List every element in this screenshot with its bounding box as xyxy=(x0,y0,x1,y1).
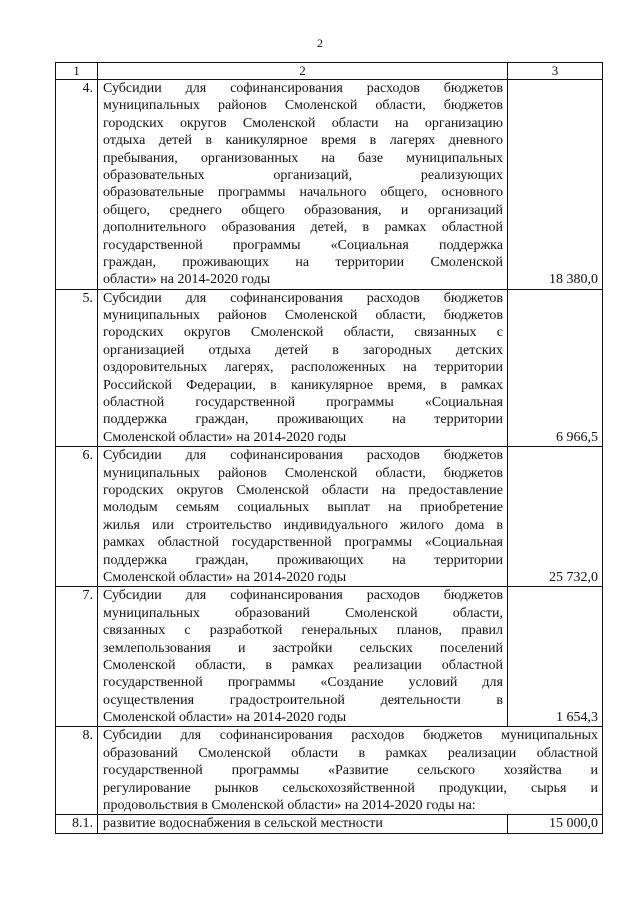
row-6-lines xyxy=(103,447,503,586)
description-line: поддержка граждан, проживающих на территории xyxy=(103,412,503,428)
description-line: государственной программы «Социальная поддержка xyxy=(103,237,503,253)
description-line: дополнительного образования детей, в рамках областной xyxy=(103,220,503,236)
description-line: муниципальных районов Смоленской области, бюджетов xyxy=(103,465,503,481)
description-line: Смоленской области, в рамках реализации областной xyxy=(103,657,503,673)
description-line: областной государственной программы «Социальная xyxy=(103,395,503,411)
description-line: Субсидии для софинансирования расходов бюджетов xyxy=(103,448,503,464)
description-line: городских округов Смоленской области на предоставление xyxy=(103,482,503,498)
table-row xyxy=(56,815,603,833)
page-number: 2 xyxy=(317,36,323,50)
row-description xyxy=(98,447,508,587)
row-description xyxy=(98,80,508,290)
row-amount: 25 732,0 xyxy=(508,447,603,587)
row-number: 5. xyxy=(56,289,98,447)
description-line: землепользования и застройки сельских поселений xyxy=(103,640,503,656)
row-description xyxy=(98,727,603,815)
description-line: регулирование рынков сельскохозяйственной продукции, сырья и xyxy=(103,780,598,796)
description-line: оздоровительных лагерях, расположенных на территории xyxy=(103,360,503,376)
row-amount: 6 966,5 xyxy=(508,289,603,447)
row-description: развитие водоснабжения в сельской местности xyxy=(98,815,508,833)
table-row xyxy=(56,727,603,815)
subsidies-table xyxy=(55,62,603,834)
description-line: Субсидии для софинансирования расходов бюджетов xyxy=(103,588,503,604)
description-line: государственной программы «Создание условий для xyxy=(103,675,503,691)
row-amount: 18 380,0 xyxy=(508,80,603,290)
description-line: образований Смоленской области в рамках реализации областной xyxy=(103,745,598,761)
row-8-lines xyxy=(103,727,598,814)
row-5-lines xyxy=(103,290,503,447)
description-line: рамках областной государственной программы «Социальная xyxy=(103,535,503,551)
description-line: образовательных организаций, реализующих xyxy=(103,167,503,183)
description-line: граждан, проживающих на территории Смоленской xyxy=(103,254,503,270)
row-number: 8. xyxy=(56,727,98,815)
description-line: Смоленской области» на 2014-2020 годы xyxy=(103,710,347,726)
description-line: молодым семьям социальных выплат на приобретение xyxy=(103,500,503,516)
header-col-3: 3 xyxy=(508,63,603,80)
table-header-row xyxy=(56,63,603,80)
row-7-lines xyxy=(103,587,503,726)
description-line: городских округов Смоленской области на организацию xyxy=(103,115,503,131)
row-number: 6. xyxy=(56,447,98,587)
row-4-lines xyxy=(103,80,503,289)
description-line: муниципальных районов Смоленской области, бюджетов xyxy=(103,98,503,114)
description-line: общего, среднего общего образования, и организаций xyxy=(103,202,503,218)
description-line: муниципальных районов Смоленской области, бюджетов xyxy=(103,308,503,324)
description-line: городских округов Смоленской области, связанных с xyxy=(103,325,503,341)
description-line: отдыха детей в каникулярное время в лагерях дневного xyxy=(103,133,503,149)
row-amount: 1 654,3 xyxy=(508,587,603,727)
table-row xyxy=(56,447,603,587)
description-line: области» на 2014-2020 годы xyxy=(103,272,271,288)
table-row xyxy=(56,587,603,727)
description-line: поддержка граждан, проживающих на территории xyxy=(103,552,503,568)
description-line: Субсидии для софинансирования расходов бюджетов xyxy=(103,290,503,306)
description-line: осуществления градостроительной деятельности в xyxy=(103,692,503,708)
description-line: связанных с разработкой генеральных планов, правил xyxy=(103,623,503,639)
table-row xyxy=(56,80,603,290)
description-line: продовольствия в Смоленской области» на 2014-2020 годы на: xyxy=(103,798,476,814)
description-line: организацией отдыха детей в загородных детских xyxy=(103,342,503,358)
description-line: Российской Федерации, в каникулярное время, в рамках xyxy=(103,377,503,393)
row-number: 7. xyxy=(56,587,98,727)
description-line: государственной программы «Развитие сельского хозяйства и xyxy=(103,763,598,779)
description-line: Смоленской области» на 2014-2020 годы xyxy=(103,569,347,585)
row-number: 4. xyxy=(56,80,98,290)
description-line: Смоленской области» на 2014-2020 годы xyxy=(103,429,347,445)
row-description xyxy=(98,587,508,727)
description-line: пребывания, организованных на базе муниципальных xyxy=(103,150,503,166)
description-line: Субсидии для софинансирования расходов бюджетов муниципальных xyxy=(103,728,598,744)
description-line: Субсидии для софинансирования расходов бюджетов xyxy=(103,81,503,96)
row-description xyxy=(98,289,508,447)
header-col-2: 2 xyxy=(98,63,508,80)
description-line: образовательные программы начального общего, основного xyxy=(103,185,503,201)
description-line: муниципальных образований Смоленской области, xyxy=(103,605,503,621)
header-col-1: 1 xyxy=(56,63,98,80)
row-amount: 15 000,0 xyxy=(508,815,603,833)
table-row xyxy=(56,289,603,447)
description-line: жилья или строительство индивидуального жилого дома в xyxy=(103,517,503,533)
row-number: 8.1. xyxy=(56,815,98,833)
